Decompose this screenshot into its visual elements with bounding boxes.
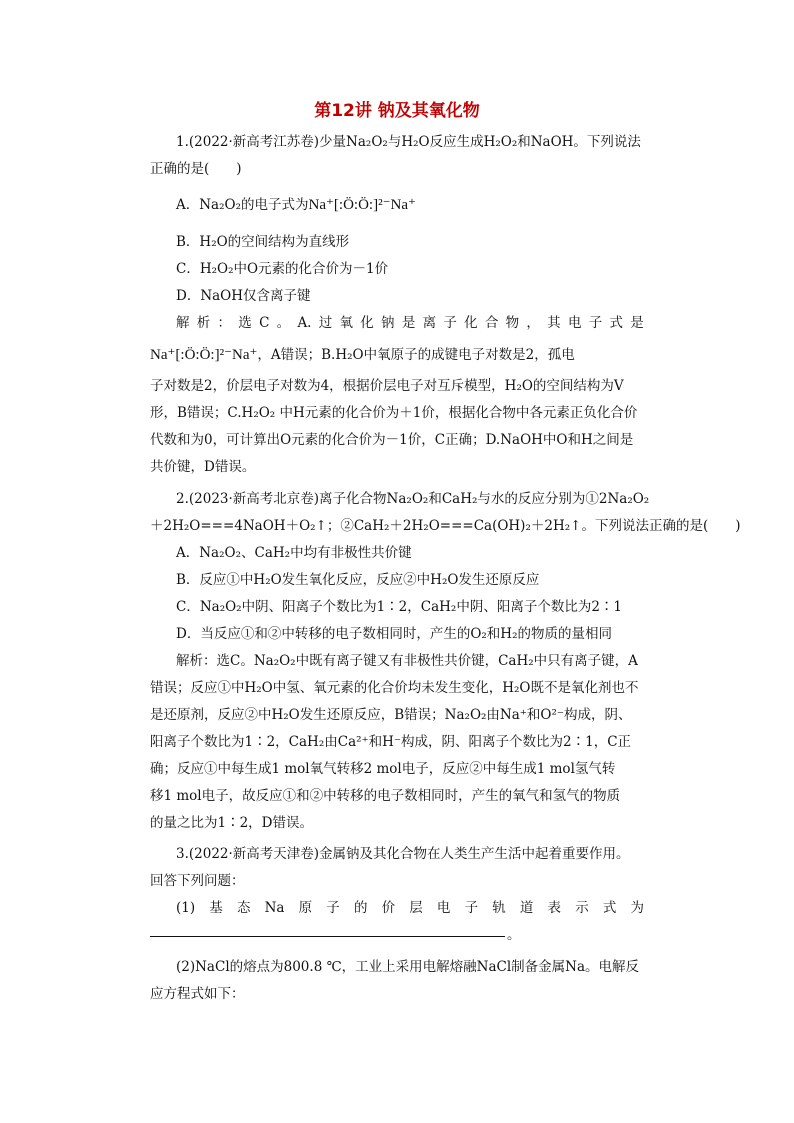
q2-option-a: A．Na₂O₂、CaH₂中均有非极性共价键: [176, 545, 412, 561]
q1-answer-line1-word: 化: [360, 315, 374, 331]
q1-answer-line1-word: ：: [217, 315, 232, 331]
q1-answer-line1-word: ，: [526, 315, 540, 331]
q1-answer-line1-word: 子: [443, 315, 457, 331]
q1-option-a-electron-formula: Na⁺[:Ö:Ö:]²⁻Na⁺: [308, 197, 416, 213]
q3-part1-end: 。: [507, 927, 521, 943]
q1-stem-line1: 1.(2022·新高考江苏卷)少量Na₂O₂与H₂O反应生成H₂O₂和NaOH。下列说法: [176, 134, 641, 150]
q3-stem-line1: 3.(2022·新高考天津卷)金属钠及其化合物在人类生产生活中起着重要作用。: [176, 846, 630, 862]
q3-part1-word: 轨: [492, 900, 506, 916]
q1-answer-line1-word: 物: [505, 315, 520, 331]
q2-answer-line2: 错误；反应①中H₂O中氢、氧元素的化合价均未发生变化，H₂O既不是氧化剂也不: [150, 680, 639, 696]
q3-part1-word: 价: [381, 900, 396, 916]
q1-answer-line1-word: 离: [422, 315, 437, 331]
q1-answer-line1-word: 电: [567, 315, 582, 331]
q1-option-d: D．NaOH仅含离子键: [176, 288, 311, 304]
q2-answer-line6: 移1 mol电子，故反应①和②中转移的电子数相同时，产生的氧气和氢气的物质: [150, 788, 621, 804]
q1-answer-line1: [176, 314, 644, 332]
page-title: 第12讲 钠及其氧化物: [314, 101, 480, 121]
q1-answer-line1-word: 钠: [381, 315, 395, 331]
q1-answer-line1-word: 合: [484, 315, 499, 331]
q1-answer-line2-text: ，A错误；B.H₂O中氧原子的成键电子对数是2，孤电: [257, 347, 575, 363]
q1-answer-line1-word: 是: [401, 315, 416, 331]
q1-answer-line1-word: C: [259, 315, 270, 331]
q3-part1-word: 的: [353, 900, 368, 916]
q1-option-a-label: A．Na₂O₂的电子式为: [176, 197, 309, 213]
q3-part1-line: [176, 899, 644, 917]
q3-part1-word: 示: [575, 900, 589, 916]
q1-option-a: [176, 196, 416, 214]
q3-stem-line2: 回答下列问题：: [150, 873, 245, 889]
q1-answer-line1-word: 氧: [339, 315, 354, 331]
q1-answer-line1-word: 子: [588, 315, 603, 331]
q1-answer-electron-formula: Na⁺[:Ö:Ö:]²⁻Na⁺: [150, 347, 258, 363]
q1-answer-line3: 子对数是2，价层电子对数为4，根据价层电子对互斥模型，H₂O的空间结构为V: [150, 378, 624, 394]
q1-answer-line1-word: 式: [609, 315, 623, 331]
q3-part1-word: 道: [519, 900, 534, 916]
q3-part1-word: 表: [547, 900, 562, 916]
q3-part1-word: Na: [264, 900, 285, 916]
q1-answer-line1-word: 其: [547, 315, 561, 331]
q3-part1-word: 原: [298, 900, 313, 916]
q1-option-b: B．H₂O的空间结构为直线形: [176, 234, 350, 250]
q2-answer-line4: 阳离子个数比为1∶2，CaH₂由Ca²⁺和H⁻构成，阴、阳离子个数比为2∶1，C正: [150, 734, 632, 750]
q2-answer-line7: 的量之比为1∶2，D错误。: [150, 815, 314, 831]
q2-option-d: D．当反应①和②中转移的电子数相同时，产生的O₂和H₂的物质的量相同: [176, 626, 612, 642]
q1-answer-line1-word: 过: [318, 315, 333, 331]
q3-part1-word: 基: [209, 900, 223, 916]
q3-part2-line1: (2)NaCl的熔点为800.8 ℃，工业上采用电解熔融NaCl制备金属Na。电解反: [176, 959, 640, 975]
q3-part1-answer-blank[interactable]: [150, 936, 505, 937]
q1-answer-line5: 代数和为0，可计算出O元素的化合价为－1价，C正确；D.NaOH中O和H之间是: [150, 432, 634, 448]
q1-option-c: C．H₂O₂中O元素的化合价为－1价: [176, 261, 389, 277]
q1-answer-line1-word: A.: [297, 315, 312, 331]
q1-answer-line1-word: 。: [276, 315, 291, 331]
q3-part1-word: 子: [326, 900, 340, 916]
q2-stem-line2: ＋2H₂O===4NaOH＋O₂↑；②CaH₂＋2H₂O===Ca(OH)₂＋2H₂↑。下列说法正确的是( ): [150, 518, 741, 534]
q3-part1-word: 式: [602, 900, 617, 916]
q1-answer-line2: [150, 346, 575, 364]
q3-part1-word: 为: [630, 900, 644, 916]
q1-answer-line1-word: 选: [238, 315, 252, 331]
q3-part1-word: 子: [464, 900, 479, 916]
q2-answer-line5: 确；反应①中每生成1 mol氧气转移2 mol电子，反应②中每生成1 mol氢气转: [150, 761, 616, 777]
q1-answer-line4: 形，B错误；C.H₂O₂ 中H元素的化合价为＋1价，根据化合物中各元素正负化合价: [150, 405, 638, 421]
q2-answer-line1: 解析：选C。Na₂O₂中既有离子键又有非极性共价键，CaH₂中只有离子键，A: [176, 653, 638, 669]
q3-part1-word: 态: [236, 900, 251, 916]
q3-part2-line2: 应方程式如下：: [150, 986, 245, 1002]
q1-answer-line1-word: 解: [176, 315, 190, 331]
q1-answer-line1-word: 是: [630, 315, 644, 331]
q2-option-b: B．反应①中H₂O发生氧化反应，反应②中H₂O发生还原反应: [176, 572, 540, 588]
q3-part1-word: 层: [409, 900, 423, 916]
q1-answer-line1-word: 析: [196, 315, 211, 331]
q3-part1-word: (1): [176, 900, 196, 916]
q1-answer-line6: 共价键，D错误。: [150, 459, 256, 475]
q2-answer-line3: 是还原剂，反应②中H₂O发生还原反应，B错误；Na₂O₂由Na⁺和O²⁻构成，阴、: [150, 707, 632, 723]
q3-part1-word: 电: [436, 900, 451, 916]
q2-option-c: C．Na₂O₂中阴、阳离子个数比为1∶2，CaH₂中阴、阳离子个数比为2∶1: [176, 599, 623, 615]
q2-stem-line1: 2.(2023·新高考北京卷)离子化合物Na₂O₂和CaH₂与水的反应分别为①2Na₂O₂: [176, 491, 650, 507]
q1-answer-line1-word: 化: [464, 315, 478, 331]
q1-stem-line2: 正确的是( ): [150, 161, 242, 177]
